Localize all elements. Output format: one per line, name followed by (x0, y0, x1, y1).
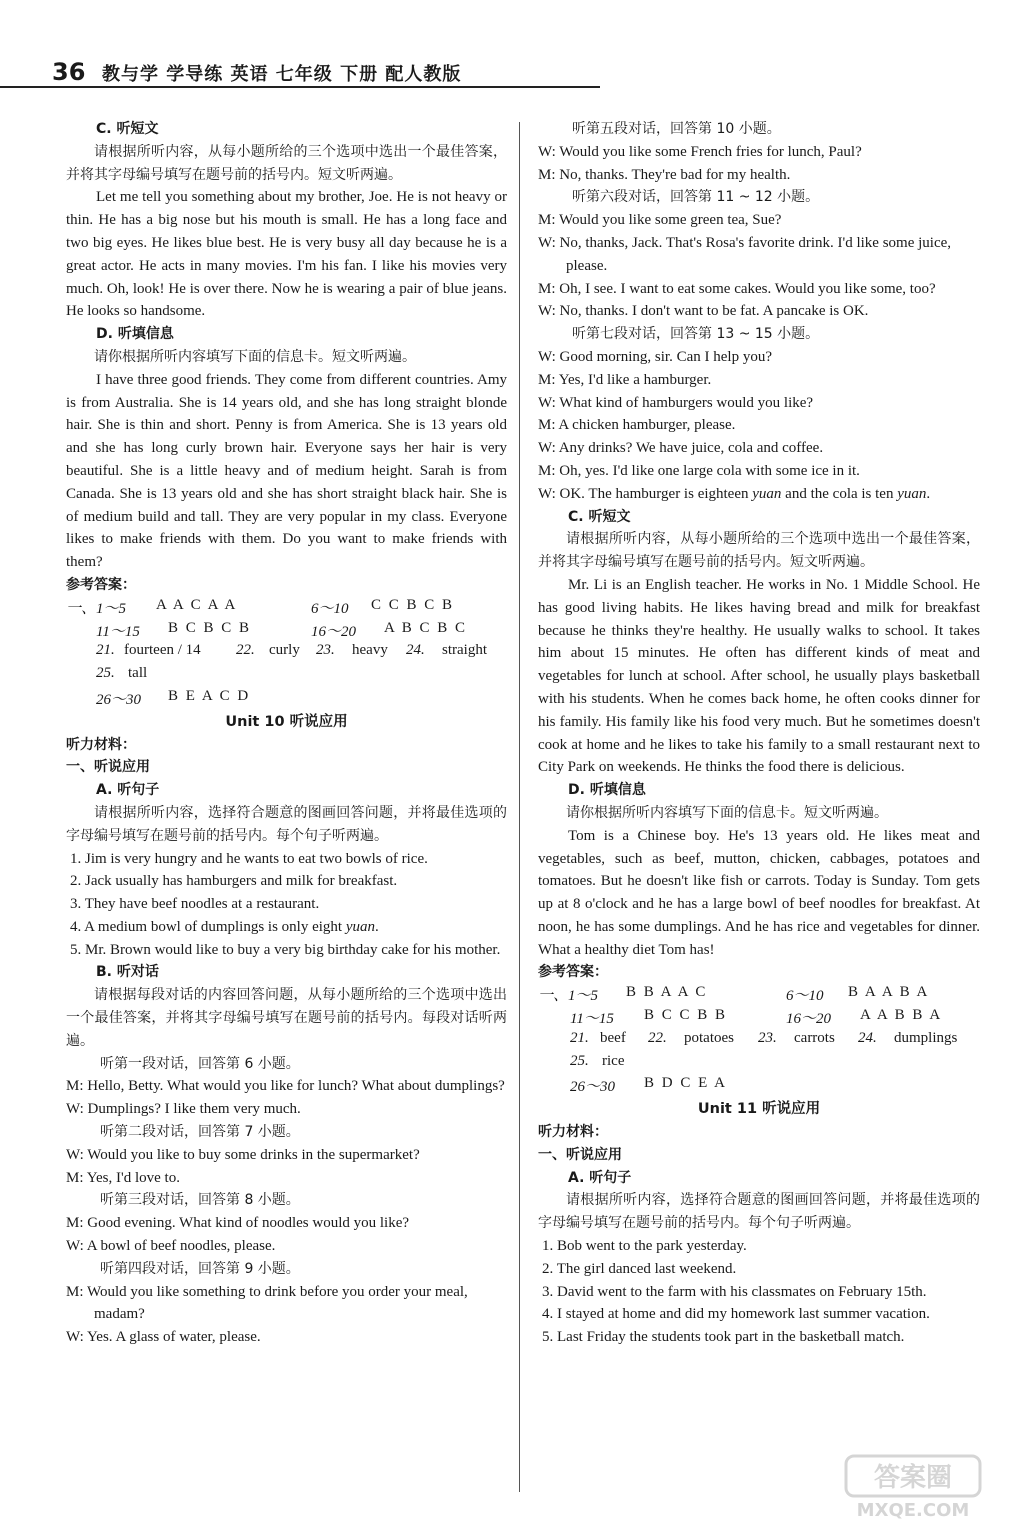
sentence-item (66, 916, 507, 939)
sentence-item: 3. David went to the farm with his classmates on February 15th. (542, 1283, 927, 1300)
sentence-item: 5. Mr. Brown would like to buy a very big birthday cake for his mother. (70, 941, 501, 958)
dialogue-line: W: A bowl of beef noodles, please. (66, 1238, 276, 1255)
question-number: 22. (236, 642, 255, 659)
passage-text: Tom is a Chinese boy. He's 13 years old. He likes meat and vegetables, such as beef, mutton, chicken, cabbages, potatoes and tomatoes. But he doesn't like fish or carrots. Today is Sunday. Tom gets up at 8 o'clock and he has a large bowl of beef noodles for breakfast. At noon, he has some dumplings. And he has rice and vegetables for dinner. What a healthy diet Tom has! (538, 827, 980, 958)
dialogue-text: and the cola is ten (781, 485, 898, 502)
instruction-text: 请根据所听内容，从每小题所给的三个选项中选出一个最佳答案，并将其字母编号填写在题号前的括号内。短文听两遍。 (538, 531, 980, 571)
dialogue-line: M: No, thanks. They're bad for my health. (538, 166, 791, 183)
answers-heading: 参考答案： (66, 576, 136, 593)
left-column (66, 118, 507, 1349)
answer-values: A A C A A (156, 596, 238, 613)
dialogue-line: M: Good evening. What kind of noodles would you like? (66, 1215, 410, 1232)
page-header (52, 58, 552, 88)
passage-text: Mr. Li is an English teacher. He works in No. 1 Middle School. He has good living habits. He likes having bread and milk for breakfast because he thinks they're healthy. He usually walks to school. It takes him about 15 minutes. He often has different kinds of meat and vegetables for lunch at school. After school, he usually plays basketball with his students. When he comes back home, he often cooks dinner for his family. His family like his food very much. But he sometimes doesn't cook at home and he likes to take his family to a small restaurant next to City Park on weekends. He thinks the food there is delicious. (538, 576, 980, 776)
sentence-item: 2. Jack usually has hamburgers and milk for breakfast. (70, 873, 398, 890)
question-number: 24. (858, 1029, 877, 1046)
answer-range: 11～15 (96, 623, 140, 640)
sentence-item: 1. Bob went to the park yesterday. (542, 1238, 747, 1255)
answer-range: 26～30 (570, 1079, 616, 1096)
header-rule (0, 86, 600, 88)
question-number: 24. (406, 642, 425, 659)
dialogue-line: W: Any drinks? We have juice, cola and coffee. (538, 440, 824, 457)
instruction-text: 请你根据所听内容填写下面的信息卡。短文听两遍。 (94, 348, 416, 365)
section-heading: A. 听句子 (96, 782, 160, 799)
dialogue-line (538, 483, 980, 506)
passage-text: Let me tell you something about my brother, Joe. He is not heavy or thin. He has a big nose but his mouth is small. He has a long face and two big eyes. He likes blue best. He is very busy all day because he is a great actor. He acts in many movies. I'm his fan. I like his movies very much. Oh, look! He is over there. Now he is wearing a pair of blue jeans. He looks so handsome. (66, 189, 507, 320)
section-heading: C. 听短文 (96, 121, 159, 137)
answer-word: dumplings (894, 1029, 958, 1046)
sentence-item: 2. The girl danced last weekend. (542, 1260, 737, 1277)
watermark-logo (838, 1452, 988, 1522)
answer-range: 6～10 (786, 988, 824, 1005)
question-number: 23. (758, 1029, 777, 1046)
section-heading: D. 听填信息 (568, 782, 646, 799)
sentence-text: 4. A medium bowl of dumplings is only eight (70, 918, 346, 935)
instruction-text: 请根据所听内容，选择符合题意的图画回答问题，并将最佳选项的字母编号填写在题号前的括号内。每个句子听两遍。 (66, 804, 507, 844)
answer-values: B A A B A (848, 984, 930, 1001)
answer-row (66, 620, 507, 643)
watermark-url: MXQE.COM (856, 1500, 970, 1521)
page-number: 36 (52, 58, 86, 86)
answer-row (538, 984, 980, 1007)
answer-word: fourteen / 14 (124, 642, 201, 659)
question-number: 21. (96, 642, 115, 659)
instruction-text: 请你根据所听内容填写下面的信息卡。短文听两遍。 (566, 804, 888, 821)
answer-word: carrots (794, 1029, 835, 1046)
answer-values: B D C E A (644, 1075, 728, 1092)
question-number: 25. (96, 665, 115, 682)
dialogue-line: M: Hello, Betty. What would you like for lunch? What about dumplings? (66, 1078, 505, 1095)
sentence-item: 3. They have beef noodles at a restaurant. (70, 896, 320, 913)
answer-word: straight (442, 642, 487, 659)
answer-range: 一、1～5 (538, 988, 599, 1005)
section-heading: D. 听填信息 (96, 326, 174, 343)
answer-row (66, 688, 507, 711)
question-number: 22. (648, 1029, 667, 1046)
dialogue-line: W: No, thanks. I don't want to be fat. A pancake is OK. (538, 303, 869, 320)
answer-row (66, 665, 507, 688)
answer-word: beef (600, 1029, 626, 1046)
dialogue-line: M: A chicken hamburger, please. (538, 417, 736, 434)
dialogue-line: W: Would you like to buy some drinks in the supermarket? (66, 1146, 420, 1163)
dialogue-line: M: Oh, yes. I'd like one large cola with some ice in it. (538, 462, 860, 479)
column-divider (519, 122, 520, 1492)
part-heading: 一、听说应用 (538, 1146, 622, 1163)
answer-word: tall (128, 665, 148, 682)
passage-text: I have three good friends. They come from different countries. Amy is from Australia. She is 14 years old, and she has long straight blonde hair. She is thin and short. Penny is from America. She is 13 years old and she has long curly brown hair. Everyone says her hair is very beautiful. She is a little heavy and of medium height. Sarah is from Canada. She is 13 years old and she has short straight black hair. She is of medium build and tall. They are very popular in my class. Everyone likes to make friends with them. Do you want to make friends with them? (66, 371, 507, 571)
answer-row (66, 642, 507, 665)
dialogue-line: W: What kind of hamburgers would you like? (538, 394, 814, 411)
answer-range: 26～30 (96, 691, 142, 708)
section-heading: C. 听短文 (568, 508, 631, 525)
answer-range: 16～20 (786, 1011, 832, 1028)
answer-range: 11～15 (570, 1011, 614, 1028)
dialogue-line: M: Yes, I'd like a hamburger. (538, 371, 712, 388)
answers-heading: 参考答案： (538, 964, 608, 981)
dialogue-line: W: Yes. A glass of water, please. (66, 1329, 261, 1346)
section-heading: B. 听对话 (96, 964, 159, 981)
answer-values: B E A C D (168, 687, 251, 704)
answer-row (538, 1007, 980, 1030)
answer-values: B C B C B (168, 619, 252, 636)
materials-label: 听力材料： (66, 736, 136, 753)
answer-values: B B A A C (626, 984, 708, 1001)
dialogue-note: 听第一段对话，回答第 6 小题。 (100, 1055, 300, 1072)
answer-word: heavy (352, 642, 388, 659)
question-number: 25. (570, 1052, 589, 1069)
dialogue-line: M: Would you like something to drink before you order your meal, madam? (66, 1283, 468, 1323)
dialogue-text: W: OK. The hamburger is eighteen (538, 485, 753, 502)
dialogue-text-italic: yuan (897, 485, 927, 502)
section-heading: A. 听句子 (568, 1169, 632, 1186)
answer-row (66, 597, 507, 620)
answer-range: 一、1～5 (66, 600, 127, 617)
dialogue-line: M: Would you like some green tea, Sue? (538, 212, 782, 229)
dialogue-line: W: No, thanks, Jack. That's Rosa's favorite drink. I'd like some juice, please. (538, 234, 952, 274)
sentence-item: 1. Jim is very hungry and he wants to eat two bowls of rice. (70, 850, 428, 867)
answer-values: A A B B A (860, 1007, 943, 1024)
answer-word: curly (269, 642, 300, 659)
sentence-item: 5. Last Friday the students took part in the basketball match. (542, 1329, 905, 1346)
dialogue-line: W: Good morning, sir. Can I help you? (538, 348, 772, 365)
dialogue-note: 听第七段对话，回答第 13 ~ 15 小题。 (572, 326, 820, 343)
dialogue-line: M: Oh, I see. I want to eat some cakes. Would you like some, too? (538, 280, 936, 297)
watermark-logo-text: 答案圈 (873, 1463, 953, 1493)
dialogue-note: 听第三段对话，回答第 8 小题。 (100, 1192, 300, 1209)
dialogue-text-italic: yuan (752, 485, 782, 502)
instruction-text: 请根据所听内容，选择符合题意的图画回答问题，并将最佳选项的字母编号填写在题号前的括号内。每个句子听两遍。 (538, 1192, 980, 1232)
sentence-item: 4. I stayed at home and did my homework last summer vacation. (542, 1306, 930, 1323)
materials-label: 听力材料： (538, 1124, 608, 1141)
dialogue-text: . (926, 485, 931, 502)
right-column (538, 118, 980, 1349)
answer-row (538, 1053, 980, 1076)
dialogue-line: M: Yes, I'd love to. (66, 1169, 180, 1186)
part-heading: 一、听说应用 (66, 759, 150, 776)
instruction-text: 请根据所听内容，从每小题所给的三个选项中选出一个最佳答案，并将其字母编号填写在题号前的括号内。短文听两遍。 (66, 143, 507, 183)
question-number: 21. (570, 1029, 589, 1046)
unit-title: Unit 11 听说应用 (697, 1101, 821, 1118)
answer-range: 16～20 (311, 623, 357, 640)
dialogue-note: 听第五段对话，回答第 10 小题。 (572, 121, 781, 137)
unit-title: Unit 10 听说应用 (225, 713, 348, 730)
answer-row (538, 1030, 980, 1053)
instruction-text: 请根据每段对话的内容回答问题，从每小题所给的三个选项中选出一个最佳答案，并将其字母编号填写在题号前的括号内。每段对话听两遍。 (66, 987, 507, 1049)
dialogue-note: 听第四段对话，回答第 9 小题。 (100, 1260, 300, 1277)
answer-values: A B C B C (384, 619, 468, 636)
dialogue-note: 听第二段对话，回答第 7 小题。 (100, 1124, 300, 1141)
answer-word: potatoes (684, 1029, 734, 1046)
sentence-text-italic: yuan (345, 918, 376, 935)
answer-row (538, 1075, 980, 1098)
answer-values: B C C B B (644, 1007, 728, 1024)
dialogue-line: W: Dumplings? I like them very much. (66, 1101, 301, 1118)
book-title: 教与学 学导练 英语 七年级 下册 配人教版 (102, 64, 462, 85)
sentence-text: . (375, 918, 379, 935)
answer-range: 6～10 (311, 600, 349, 617)
dialogue-line: W: Would you like some French fries for lunch, Paul? (538, 143, 862, 160)
answer-word: rice (602, 1052, 625, 1069)
dialogue-note: 听第六段对话，回答第 11 ~ 12 小题。 (572, 189, 820, 206)
answer-values: C C B C B (371, 596, 455, 613)
question-number: 23. (316, 642, 335, 659)
